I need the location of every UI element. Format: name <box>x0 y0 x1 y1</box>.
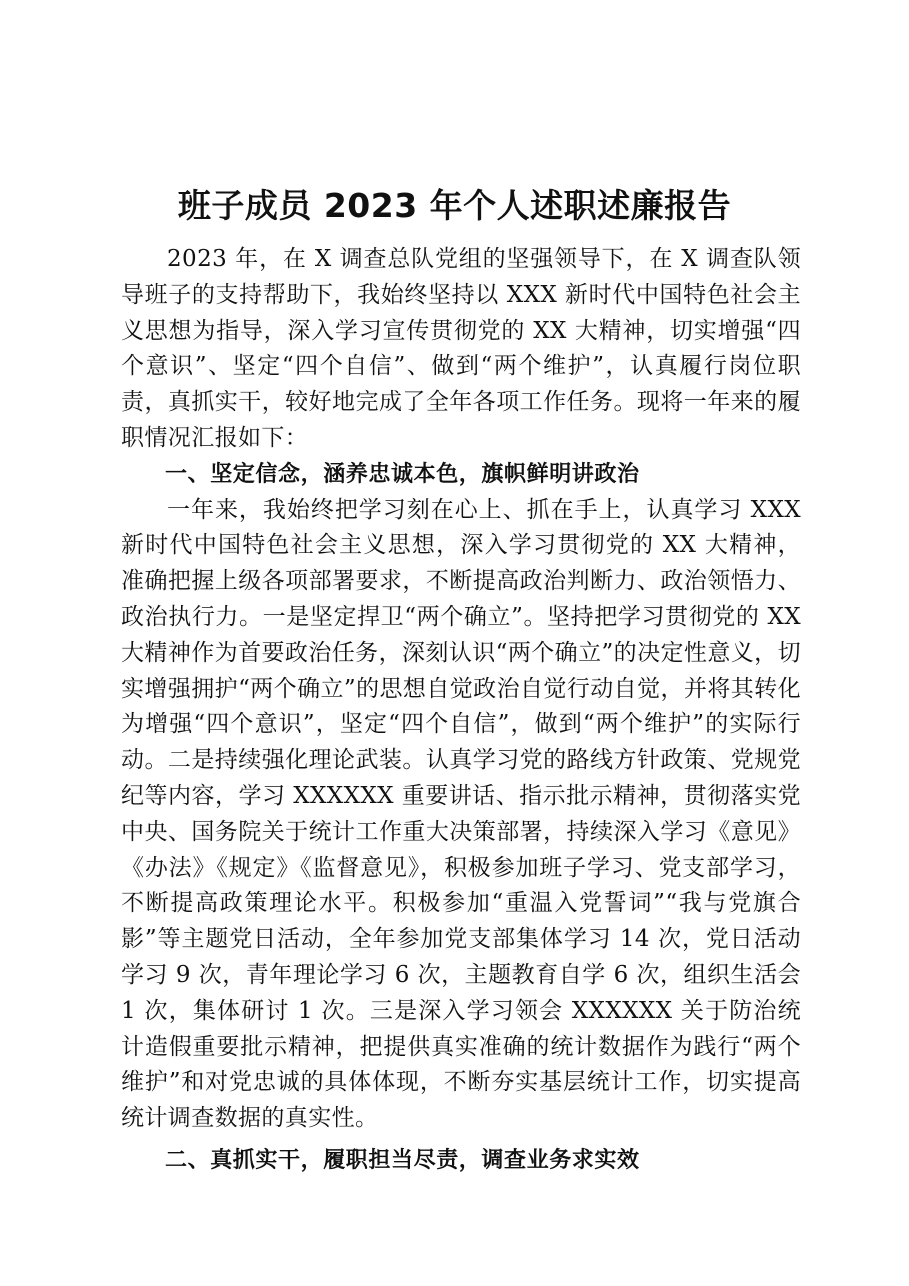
section-heading-2: 二、真抓实干，履职担当尽责，调查业务求实效 <box>165 1147 640 1173</box>
intro-paragraph: 2023 年，在 X 调查总队党组的坚强领导下，在 X 调查队领导班子的支持帮助下，我始终坚持以 XXX 新时代中国特色社会主义思想为指导，深入学习宣传贯彻党的 XX 大精神，切实增强“四个意识”、坚定“四个自信”、做到“两个维护”，认真履行岗位职责，真抓实干，较好地完成了全年各项工作任务。现将一年来的履职情况汇报如下： <box>121 246 801 451</box>
document-title: 班子成员 2023 年个人述职述廉报告 <box>177 186 732 226</box>
document-body <box>121 242 801 1179</box>
section-1-paragraph: 一年来，我始终把学习刻在心上、抓在手上，认真学习 XXX 新时代中国特色社会主义思想，深入学习贯彻党的 XX 大精神，准确把握上级各项部署要求，不断提高政治判断力、政治领悟力、政治执行力。一是坚定捍卫“两个确立”。坚持把学习贯彻党的 XX 大精神作为首要政治任务，深刻认识“两个确立”的决定性意义，切实增强拥护“两个确立”的思想自觉政治自觉行动自觉，并将其转化为增强“四个意识”，坚定“四个自信”，做到“两个维护”的实际行动。二是持续强化理论武装。认真学习党的路线方针政策、党规党纪等内容，学习 XXXXXX 重要讲话、指示批示精神，贯彻落实党中央、国务院关于统计工作重大决策部署，持续深入学习《意见》《办法》《规定》《监督意见》，积极参加班子学习、党支部学习，不断提高政策理论水平。积极参加“重温入党誓词”“我与党旗合影”等主题党日活动，全年参加党支部集体学习 14 次，党日活动学习 9 次，青年理论学习 6 次，主题教育自学 6 次，组织生活会 1 次，集体研讨 1 次。三是深入学习领会 XXXXXX 关于防治统计造假重要批示精神，把提供真实准确的统计数据作为践行“两个维护”和对党忠诚的具体体现，不断夯实基层统计工作，切实提高统计调查数据的真实性。 <box>121 496 801 1132</box>
section-heading-1: 一、坚定信念，涵养忠诚本色，旗帜鲜明讲政治 <box>165 461 640 487</box>
